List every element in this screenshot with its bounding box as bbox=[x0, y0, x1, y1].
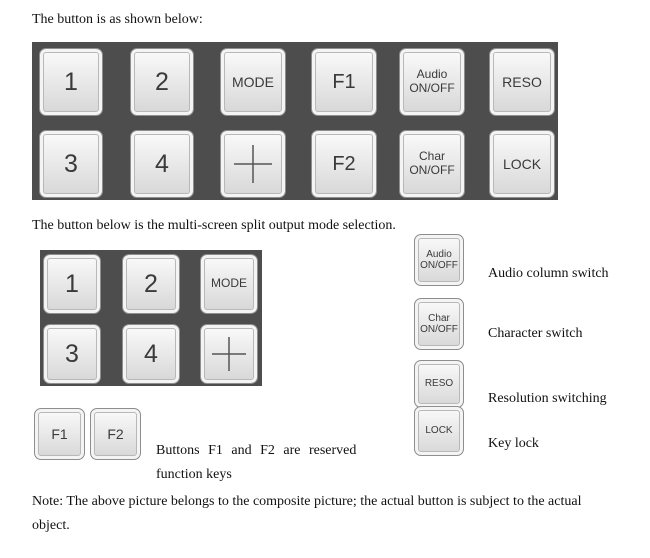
char-button-label-2: ON/OFF bbox=[409, 163, 455, 177]
audio-description: Audio column switch bbox=[488, 266, 609, 281]
intro-text: The button is as shown below: bbox=[32, 12, 203, 27]
audio-button-label-2: ON/OFF bbox=[409, 81, 455, 95]
char-onoff-button[interactable] bbox=[399, 130, 465, 198]
legend-f1-label: F1 bbox=[51, 425, 68, 442]
legend-audio-label-1: Audio bbox=[426, 248, 452, 260]
button-3[interactable] bbox=[39, 130, 103, 198]
split-mode-button-label: MODE bbox=[211, 276, 247, 291]
reso-button-label: RESO bbox=[502, 73, 542, 90]
mode-button[interactable] bbox=[220, 48, 286, 116]
split-plus-icon bbox=[209, 334, 249, 374]
audio-button-label-1: Audio bbox=[416, 67, 448, 82]
note-line-1: Note: The above picture belongs to the composite picture; the actual button is subject to the actual bbox=[32, 494, 582, 509]
split-button-4[interactable] bbox=[122, 324, 180, 384]
button-4[interactable] bbox=[130, 130, 194, 198]
legend-lock-button[interactable] bbox=[414, 406, 464, 456]
legend-f2-label: F2 bbox=[107, 425, 124, 442]
split-button-1[interactable] bbox=[43, 254, 101, 314]
split-button-3[interactable] bbox=[43, 324, 101, 384]
f1-button-label: F1 bbox=[332, 70, 356, 93]
button-2[interactable] bbox=[130, 48, 194, 116]
split-mode-button[interactable] bbox=[200, 254, 258, 314]
button-4-label: 4 bbox=[155, 149, 169, 178]
char-button-label-1: Char bbox=[418, 149, 445, 164]
legend-char-label-2: ON/OFF bbox=[420, 324, 458, 335]
split-button-1-label: 1 bbox=[65, 269, 79, 298]
f1-button[interactable] bbox=[311, 48, 377, 116]
button-1-label: 1 bbox=[64, 67, 78, 96]
button-1[interactable] bbox=[39, 48, 103, 116]
legend-f1-button[interactable] bbox=[34, 408, 85, 460]
f-keys-description-line1: Buttons F1 and F2 are reserved bbox=[156, 443, 357, 458]
f-keys-description-line2: function keys bbox=[156, 467, 232, 482]
lock-button[interactable] bbox=[489, 130, 555, 198]
char-description: Character switch bbox=[488, 326, 583, 341]
split-button-4-label: 4 bbox=[144, 339, 158, 368]
legend-lock-label: LOCK bbox=[425, 425, 453, 437]
legend-reso-button[interactable] bbox=[414, 360, 464, 408]
plus-icon bbox=[231, 142, 275, 186]
f2-button[interactable] bbox=[311, 130, 377, 198]
split-mode-text: The button below is the multi-screen split output mode selection. bbox=[32, 218, 396, 233]
legend-audio-label-2: ON/OFF bbox=[420, 260, 458, 271]
reso-button[interactable] bbox=[489, 48, 555, 116]
legend-f2-button[interactable] bbox=[90, 408, 141, 460]
split-button-3-label: 3 bbox=[65, 339, 79, 368]
mode-button-label: MODE bbox=[232, 73, 274, 90]
button-2-label: 2 bbox=[155, 67, 169, 96]
legend-reso-label: RESO bbox=[424, 378, 454, 390]
legend-char-button[interactable] bbox=[414, 298, 464, 350]
split-button-2-label: 2 bbox=[144, 269, 158, 298]
top-button-panel bbox=[32, 42, 558, 200]
note-line-2: object. bbox=[32, 518, 70, 533]
split-button-2[interactable] bbox=[122, 254, 180, 314]
lock-description: Key lock bbox=[488, 436, 539, 451]
plus-button[interactable] bbox=[220, 130, 286, 198]
f2-button-label: F2 bbox=[332, 152, 356, 175]
legend-char-label-1: Char bbox=[428, 312, 450, 324]
split-plus-button[interactable] bbox=[200, 324, 258, 384]
button-3-label: 3 bbox=[64, 149, 78, 178]
lock-button-label: LOCK bbox=[502, 155, 542, 172]
audio-onoff-button[interactable] bbox=[399, 48, 465, 116]
legend-audio-button[interactable] bbox=[414, 234, 464, 286]
reso-description: Resolution switching bbox=[488, 391, 607, 406]
